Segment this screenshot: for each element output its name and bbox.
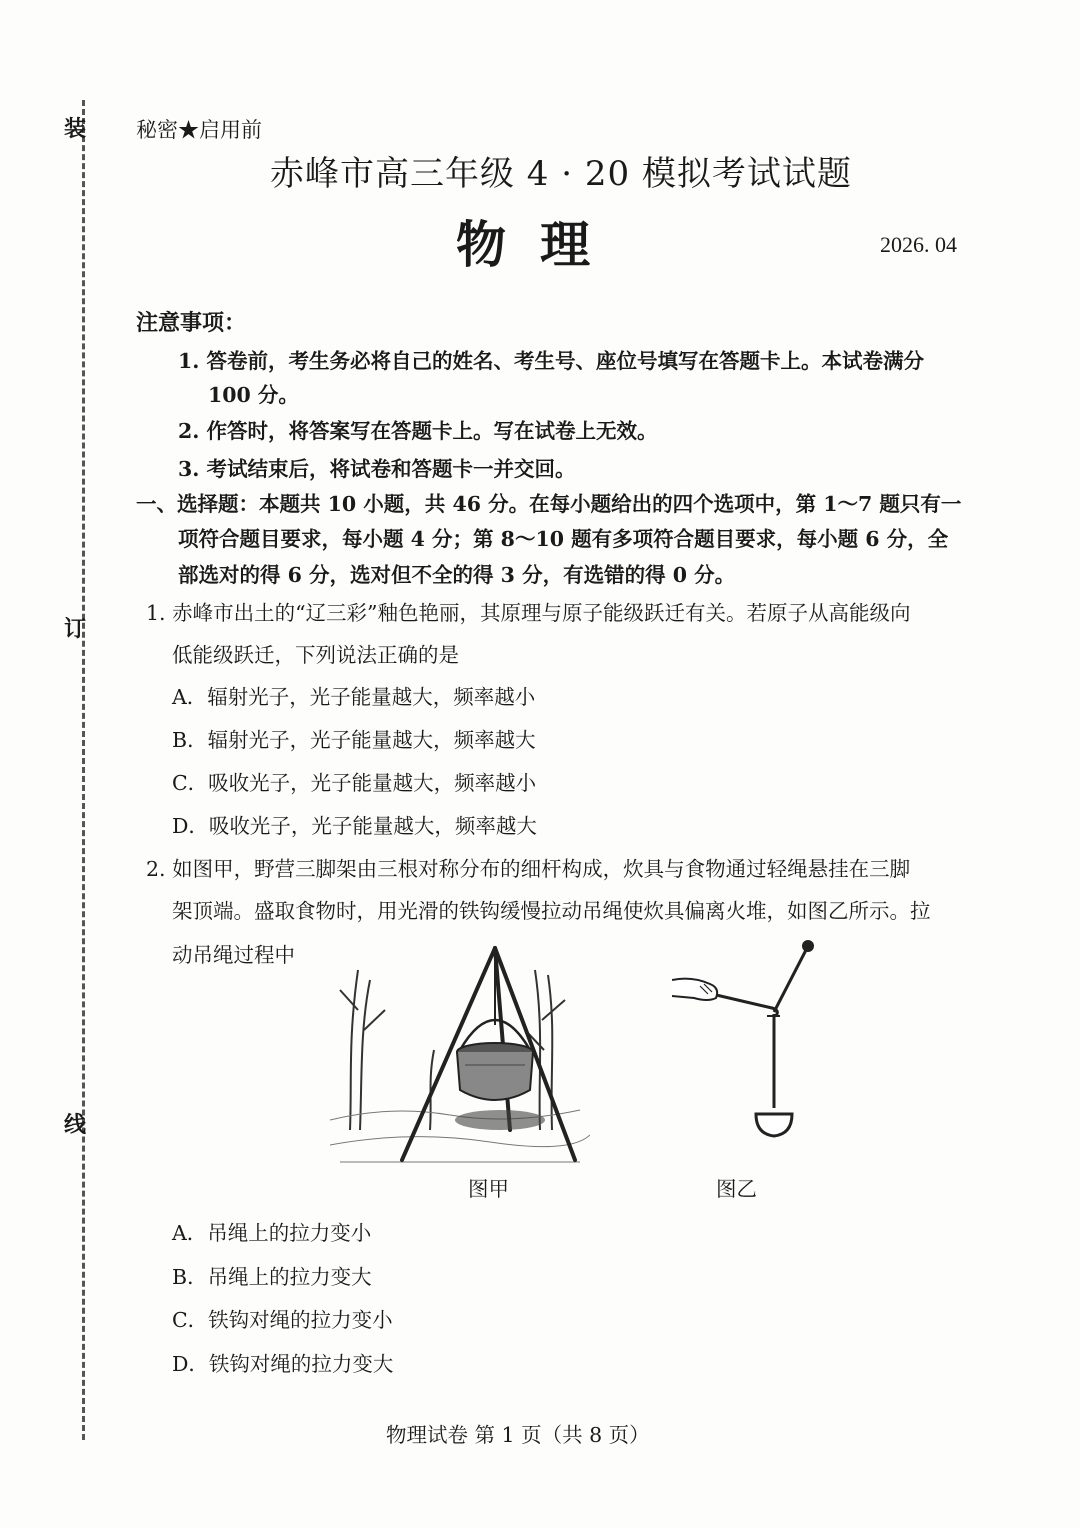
- q2-option-a: A．吊绳上的拉力变小: [172, 1221, 372, 1245]
- exam-date: 2026. 04: [880, 232, 957, 257]
- notice-item-1: 1. 答卷前，考生务必将自己的姓名、考生号、座位号填写在答题卡上。本试卷满分: [178, 349, 925, 373]
- notice-item-2: 2. 作答时，将答案写在答题卡上。写在试卷上无效。: [178, 419, 658, 443]
- q2-option-c: C．铁钩对绳的拉力变小: [172, 1308, 393, 1332]
- section1-line-2: 项符合题目要求，每小题 4 分；第 8～10 题有多项符合题目要求，每小题 6 分，全: [178, 527, 949, 551]
- margin-char-ding: 订: [64, 616, 87, 642]
- q1-option-a: A．辐射光子，光子能量越大，频率越小: [172, 685, 536, 709]
- figure-hook-rope: [672, 936, 832, 1146]
- q1-option-c: C．吸收光子，光子能量越大，频率越小: [172, 771, 537, 795]
- q1-stem-line-2: 低能级跃迁，下列说法正确的是: [172, 643, 459, 667]
- figure-tripod-camp: [330, 930, 590, 1170]
- secret-label: 秘密★启用前: [136, 118, 262, 142]
- q2-stem-line-1: 2. 如图甲，野营三脚架由三根对称分布的细杆构成，炊具与食物通过轻绳悬挂在三脚: [146, 857, 911, 881]
- q1-option-d: D．吸收光子，光子能量越大，频率越大: [172, 814, 537, 838]
- binding-dashed-line: [82, 100, 85, 1440]
- notice-heading: 注意事项：: [136, 310, 247, 336]
- figure-caption-jia: 图甲: [468, 1177, 509, 1201]
- subject-title: 物理: [456, 215, 624, 274]
- q2-option-b: B．吊绳上的拉力变大: [172, 1265, 372, 1289]
- section1-line-1: 一、选择题：本题共 10 小题，共 46 分。在每小题给出的四个选项中，第 1～7 题只有一: [136, 492, 962, 516]
- figure-caption-yi: 图乙: [716, 1177, 757, 1201]
- q1-option-b: B．辐射光子，光子能量越大，频率越大: [172, 728, 536, 752]
- margin-char-zhuang: 装: [64, 116, 87, 142]
- page-footer: 物理试卷 第 1 页（共 8 页）: [386, 1423, 650, 1447]
- notice-item-1-cont: 100 分。: [208, 383, 299, 407]
- margin-char-xian: 线: [64, 1112, 87, 1138]
- q1-stem-line-1: 1. 赤峰市出土的“辽三彩”釉色艳丽，其原理与原子能级跃迁有关。若原子从高能级向: [146, 601, 911, 625]
- q2-stem-line-2: 架顶端。盛取食物时，用光滑的铁钩缓慢拉动吊绳使炊具偏离火堆，如图乙所示。拉: [172, 899, 931, 923]
- exam-title: 赤峰市高三年级 4 · 20 模拟考试试题: [270, 154, 852, 194]
- notice-item-3: 3. 考试结束后，将试卷和答题卡一并交回。: [178, 457, 576, 481]
- section1-line-3: 部选对的得 6 分，选对但不全的得 3 分，有选错的得 0 分。: [178, 563, 736, 587]
- q2-stem-line-3: 动吊绳过程中: [172, 943, 295, 967]
- q2-option-d: D．铁钩对绳的拉力变大: [172, 1352, 394, 1376]
